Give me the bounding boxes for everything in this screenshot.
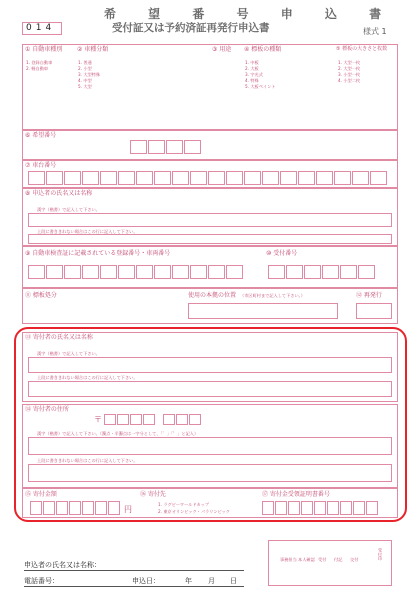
- chassis-cell[interactable]: [226, 171, 243, 185]
- registration-cell[interactable]: [154, 265, 171, 279]
- amount-cell[interactable]: [69, 501, 81, 515]
- registration-cell[interactable]: [172, 265, 189, 279]
- donation-target-2[interactable]: 2. 東京オリンピック・パラリンピック: [158, 509, 230, 514]
- receipt-stamp-label: 受付印: [378, 548, 383, 561]
- form-number: 014: [26, 23, 56, 33]
- title-line-1: 希 望 番 号 申 込 書: [104, 7, 396, 21]
- section-1-label: ① 自動車種別: [25, 46, 63, 53]
- usage-location-note: （市区町村まで記入して下さい。）: [240, 293, 305, 298]
- section-6-label: ⑥ 希望番号: [25, 132, 57, 139]
- registration-cell[interactable]: [46, 265, 63, 279]
- donor-name-line-2[interactable]: [28, 381, 392, 397]
- amount-cell[interactable]: [108, 501, 120, 515]
- section-8-label: ⑧ 申込者の氏名又は名称: [25, 190, 93, 197]
- reg-number-cells[interactable]: [268, 265, 376, 279]
- donation-amount-cells[interactable]: [30, 501, 121, 515]
- desired-number-cell[interactable]: [130, 140, 147, 154]
- plate-option-1[interactable]: 1. 中板: [245, 60, 259, 65]
- reg-number-cell[interactable]: [358, 265, 375, 279]
- postal-cell[interactable]: [117, 414, 129, 425]
- section-7-label: ⑦ 車台番号: [25, 162, 57, 169]
- section-16-label: ⑯ 寄付先: [140, 491, 166, 498]
- office-stamp-area: [268, 540, 392, 586]
- desired-number-cell[interactable]: [148, 140, 165, 154]
- chassis-cell[interactable]: [262, 171, 279, 185]
- receipt-cell[interactable]: [340, 501, 352, 515]
- receipt-cell[interactable]: [353, 501, 365, 515]
- footer-applicant-line[interactable]: [24, 570, 244, 571]
- footer-phone-line[interactable]: [24, 586, 244, 587]
- reg-number-cell[interactable]: [268, 265, 285, 279]
- chassis-cell[interactable]: [100, 171, 117, 185]
- donor-address-line-2[interactable]: [28, 464, 392, 482]
- size-option-3[interactable]: 3. 小型一枚: [338, 72, 361, 77]
- applicant-name-line-2[interactable]: [28, 234, 392, 244]
- chassis-cell[interactable]: [46, 171, 63, 185]
- class-option-2[interactable]: 2. 小型: [78, 66, 92, 71]
- section-14-label: ⑭ 寄付者の住所: [25, 406, 69, 413]
- chassis-cell[interactable]: [370, 171, 387, 185]
- reg-number-cell[interactable]: [304, 265, 321, 279]
- chassis-cell[interactable]: [64, 171, 81, 185]
- registration-cell[interactable]: [190, 265, 207, 279]
- chassis-cell[interactable]: [208, 171, 225, 185]
- amount-cell[interactable]: [43, 501, 55, 515]
- class-option-5[interactable]: 5. 大型: [78, 84, 92, 89]
- receipt-cell[interactable]: [327, 501, 339, 515]
- desired-number-row: [22, 130, 398, 160]
- chassis-cell[interactable]: [154, 171, 171, 185]
- chassis-cell[interactable]: [334, 171, 351, 185]
- registration-cell[interactable]: [28, 265, 45, 279]
- receipt-cell[interactable]: [301, 501, 313, 515]
- registration-cell[interactable]: [100, 265, 117, 279]
- chassis-cell[interactable]: [316, 171, 333, 185]
- section-4-label: ④ 標板の種類: [244, 46, 282, 53]
- footer-applicant-label: 申込者の氏名又は名称：: [24, 561, 101, 569]
- chassis-cell[interactable]: [28, 171, 45, 185]
- desired-number-cells[interactable]: [130, 140, 202, 154]
- section-2-label: ② 車種分類: [77, 46, 109, 53]
- receipt-cell[interactable]: [275, 501, 287, 515]
- size-option-1[interactable]: 1. 大型一枚: [338, 60, 361, 65]
- registration-cell[interactable]: [64, 265, 81, 279]
- registration-cell[interactable]: [208, 265, 225, 279]
- section-9-label: ⑨ 自動車検査証に記載されている登録番号・車両番号: [25, 250, 171, 257]
- postal-cell[interactable]: [176, 414, 188, 425]
- receipt-number-cells[interactable]: [262, 501, 379, 515]
- receipt-cell[interactable]: [366, 501, 378, 515]
- amount-cell[interactable]: [95, 501, 107, 515]
- usage-location-label: 使用の本拠の位置: [188, 292, 237, 299]
- reissue-checkbox[interactable]: [356, 303, 392, 319]
- postal-code-cells[interactable]: [104, 414, 202, 425]
- postal-cell[interactable]: [104, 414, 116, 425]
- donor-address-katakana-note: 漢字（楷書）で記入して下さい。（濁点・半濁点は一字分として、「゛」「゜」と記入）: [37, 431, 199, 436]
- chassis-cell[interactable]: [352, 171, 369, 185]
- registration-cell[interactable]: [226, 265, 243, 279]
- applicant-name-line-1[interactable]: [28, 213, 392, 227]
- registration-cell[interactable]: [136, 265, 153, 279]
- section-15-label: ⑮ 寄付金額: [25, 491, 57, 498]
- section-17-label: ⑰ 寄付金受領証明書番号: [262, 491, 330, 498]
- class-option-4[interactable]: 4. 中型: [78, 78, 92, 83]
- donor-address-line-1[interactable]: [28, 437, 392, 455]
- postal-cell[interactable]: [189, 414, 201, 425]
- section-3-label: ③ 用途: [212, 46, 232, 53]
- stamp-label-1: 事務担当: [280, 557, 297, 562]
- stamp-label-2: 本人確認: [298, 557, 315, 562]
- usage-location-field[interactable]: [188, 303, 338, 319]
- postal-mark: 〒: [94, 415, 102, 424]
- size-option-2[interactable]: 2. 大型一枚: [338, 66, 361, 71]
- amount-cell[interactable]: [56, 501, 68, 515]
- applicant-kanji-note: 漢字（楷書）で記入して下さい。: [37, 207, 100, 212]
- reg-number-cell[interactable]: [340, 265, 357, 279]
- receipt-cell[interactable]: [314, 501, 326, 515]
- vehicle-type-option-2[interactable]: 2. 軽自動車: [26, 66, 49, 71]
- donor-kanji-note: 漢字（楷書）で記入して下さい。: [37, 351, 100, 356]
- stamp-label-3: 受付: [318, 557, 327, 562]
- desired-number-cell[interactable]: [166, 140, 183, 154]
- style-label: 様式 1: [363, 27, 387, 36]
- chassis-cell[interactable]: [244, 171, 261, 185]
- section-13-label: ⑬ 寄付者の氏名又は名称: [25, 334, 93, 341]
- registration-cell[interactable]: [82, 265, 99, 279]
- chassis-cell[interactable]: [298, 171, 315, 185]
- registration-cells[interactable]: [28, 265, 244, 279]
- vehicle-type-option-1[interactable]: 1. 登録自動車: [26, 60, 53, 65]
- section-11-label: ⑪ 標板処分: [25, 292, 57, 299]
- postal-cell[interactable]: [130, 414, 142, 425]
- title-line-2: 受付証又は予約済証再発行申込書: [112, 22, 270, 34]
- plate-option-4[interactable]: 4. 特殊: [245, 78, 259, 83]
- applicant-upper-note: 上段に書ききれない場合はこの行に記入して下さい。: [37, 229, 138, 234]
- desired-number-cell[interactable]: [184, 140, 201, 154]
- chassis-cells[interactable]: [28, 171, 388, 185]
- registration-cell[interactable]: [118, 265, 135, 279]
- yen-unit: 円: [124, 505, 132, 514]
- chassis-cell[interactable]: [280, 171, 297, 185]
- section-12-label: ⑫ 再発行: [356, 292, 382, 299]
- stamp-label-4: 付記: [334, 557, 343, 562]
- receipt-cell[interactable]: [288, 501, 300, 515]
- chassis-cell[interactable]: [82, 171, 99, 185]
- chassis-cell[interactable]: [190, 171, 207, 185]
- reg-number-cell[interactable]: [322, 265, 339, 279]
- stamp-label-5: 交付: [350, 557, 359, 562]
- chassis-cell[interactable]: [172, 171, 189, 185]
- section-10-label: ⑩ 受付番号: [266, 250, 298, 257]
- class-option-1[interactable]: 1. 普通: [78, 60, 92, 65]
- footer-phone-label: 電話番号：: [24, 577, 59, 585]
- plate-option-2[interactable]: 2. 大板: [245, 66, 259, 71]
- footer-month: 月: [208, 577, 215, 585]
- footer-day: 日: [230, 577, 237, 585]
- footer-date-label: 申込日：: [132, 577, 160, 585]
- postal-cell[interactable]: [163, 414, 175, 425]
- donor-address-upper-note: 上段に書ききれない場合はこの行に記入して下さい。: [37, 458, 138, 463]
- size-option-4[interactable]: 4. 小型二枚: [338, 78, 361, 83]
- donation-target-1[interactable]: 1. ラグビーワールドカップ: [158, 502, 209, 507]
- chassis-cell[interactable]: [118, 171, 135, 185]
- donor-upper-note: 上段に書ききれない場合はこの行に記入して下さい。: [37, 375, 138, 380]
- amount-cell[interactable]: [30, 501, 42, 515]
- receipt-cell[interactable]: [262, 501, 274, 515]
- amount-cell[interactable]: [82, 501, 94, 515]
- donor-name-line-1[interactable]: [28, 357, 392, 373]
- class-option-3[interactable]: 3. 大型特殊: [78, 72, 101, 77]
- chassis-cell[interactable]: [136, 171, 153, 185]
- section-5-label: ⑤ 標板の大きさと枚数: [336, 46, 388, 52]
- plate-option-3[interactable]: 3. 字光式: [245, 72, 263, 77]
- postal-cell[interactable]: [143, 414, 155, 425]
- reg-number-cell[interactable]: [286, 265, 303, 279]
- plate-option-5[interactable]: 5. 大板ペイント: [245, 84, 276, 89]
- footer-year: 年: [185, 577, 192, 585]
